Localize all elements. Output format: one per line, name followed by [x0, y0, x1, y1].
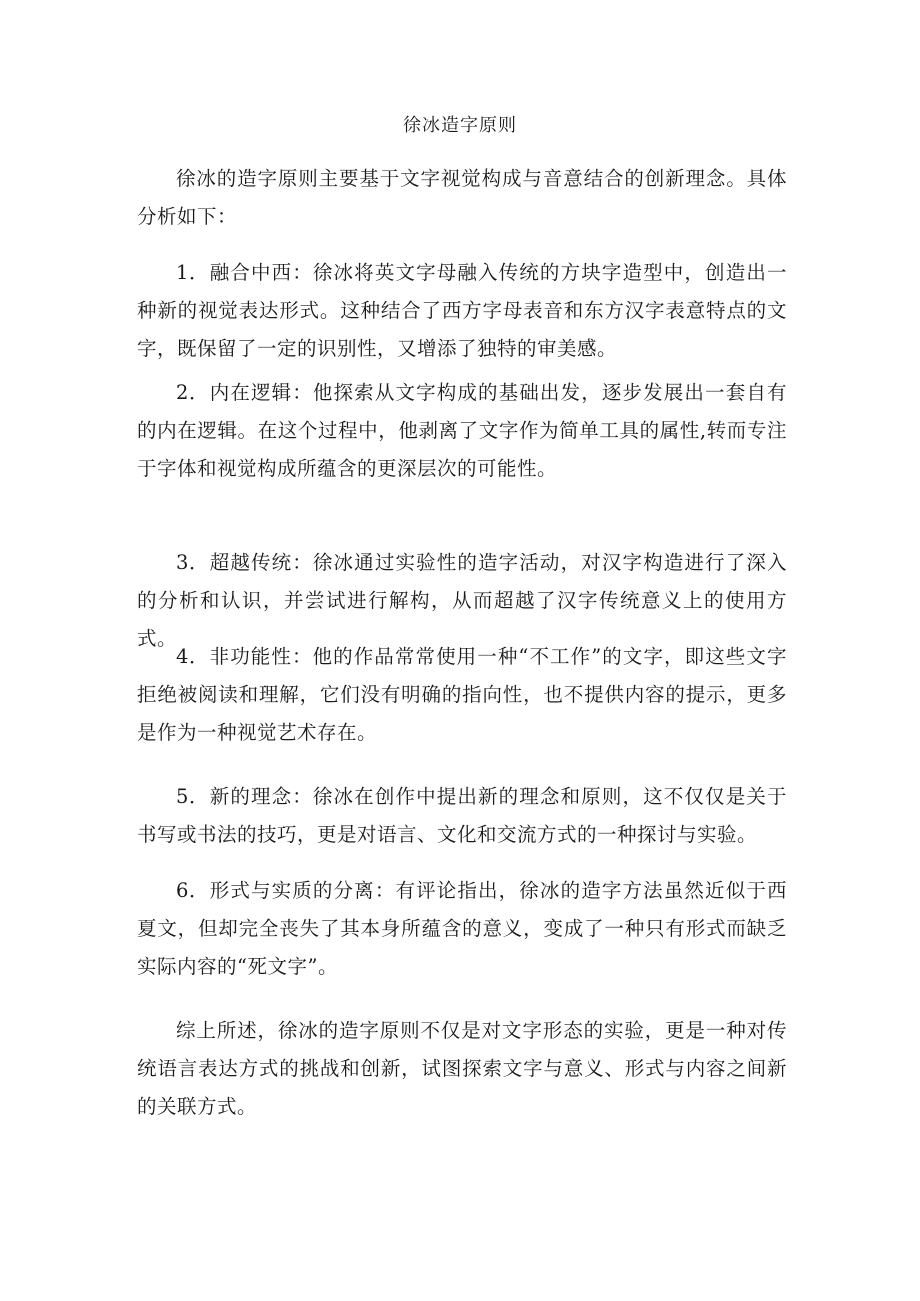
- list-item-5: [137, 778, 787, 854]
- list-item-separator: ．: [188, 261, 210, 284]
- summary-paragraph: 综上所述，徐冰的造字原则不仅是对文字形态的实验，更是一种对传统语言表达方式的挑战和创新，试图探索文字与意义、形式与内容之间新的关联方式。: [137, 1019, 787, 1118]
- list-item-number: 4: [176, 645, 189, 668]
- intro-paragraph: 徐冰的造字原则主要基于文字视觉构成与音意结合的创新理念。具体分析如下：: [137, 167, 787, 228]
- list-item-separator: ．: [188, 879, 210, 902]
- list-item-text: 内在逻辑：他探索从文字构成的基础出发，逐步发展出一套自有的内在逻辑。在这个过程中，他剥离了文字作为简单工具的属性,转而专注于字体和视觉构成所蕴含的更深层次的可能性。: [137, 381, 787, 480]
- list-item-number: 5: [176, 785, 189, 808]
- list-item-text: 融合中西：徐冰将英文字母融入传统的方块字造型中，创造出一种新的视觉表达形式。这种结合了西方字母表音和东方汉字表意特点的文字，既保留了一定的识别性，又增添了独特的审美感。: [137, 261, 787, 360]
- list-item-separator: ．: [188, 645, 210, 668]
- list-item-1: [137, 254, 787, 368]
- list-item-separator: ．: [188, 381, 210, 404]
- list-item-6: [137, 872, 787, 986]
- list-item-separator: ．: [188, 785, 210, 808]
- list-item-number: 3: [176, 551, 189, 574]
- page-title: 徐冰造字原则: [403, 115, 517, 136]
- list-item-text: 形式与实质的分离：有评论指出，徐冰的造字方法虽然近似于西夏文，但却完全丧失了其本身所蕴含的意义，变成了一种只有形式而缺乏实际内容的“死文字”。: [137, 879, 787, 978]
- list-item-2: [137, 374, 787, 488]
- list-item-separator: ．: [188, 551, 210, 574]
- list-item-4: [137, 638, 787, 752]
- list-item-number: 1: [176, 261, 189, 284]
- list-item-text: 非功能性：他的作品常常使用一种“不工作”的文字，即这些文字拒绝被阅读和理解，它们没有明确的指向性，也不提供内容的提示，更多是作为一种视觉艺术存在。: [137, 645, 787, 744]
- list-item-text: 超越传统：徐冰通过实验性的造字活动，对汉字构造进行了深入的分析和认识，并尝试进行解构，从而超越了汉字传统意义上的使用方式。: [137, 551, 787, 650]
- list-item-number: 2: [176, 381, 189, 404]
- list-item-text: 新的理念：徐冰在创作中提出新的理念和原则，这不仅仅是关于书写或书法的技巧，更是对语言、文化和交流方式的一种探讨与实验。: [137, 785, 787, 846]
- list-item-number: 6: [176, 879, 189, 902]
